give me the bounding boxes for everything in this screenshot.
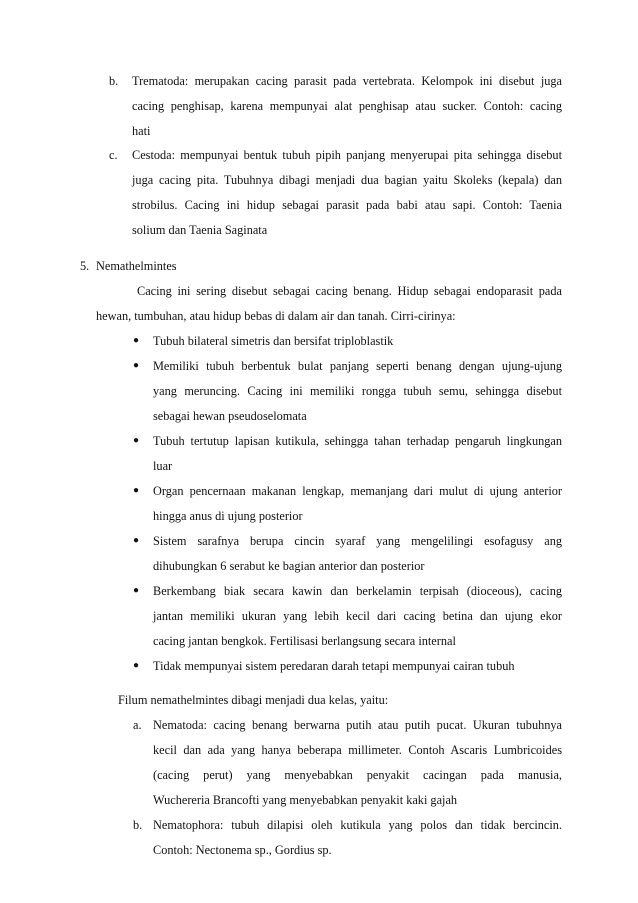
- list-marker: b.: [109, 74, 119, 88]
- bullet-icon: ●: [133, 435, 140, 446]
- bullet-icon: ●: [133, 335, 140, 346]
- class-line: Nematophora: tubuh dilapisi oleh kutikula yang polos dan tidak bercincin.: [153, 818, 562, 832]
- bullet-line: cacing jantan bengkok. Fertilisasi berlangsung secara internal: [153, 634, 456, 648]
- list-item-line: cacing penghisap, karena mempunyai alat penghisap atau sucker. Contoh: cacing: [132, 99, 562, 113]
- list-item-line: Trematoda: merupakan cacing parasit pada vertebrata. Kelompok ini disebut juga: [132, 74, 562, 88]
- bullet-icon: ●: [133, 360, 140, 371]
- list-item-line: Cestoda: mempunyai bentuk tubuh pipih panjang menyerupai pita sehingga disebut: [132, 148, 562, 162]
- class-line: Wuchereria Brancofti yang menyebabkan penyakit kaki gajah: [153, 793, 458, 807]
- bullet-icon: ●: [133, 585, 140, 596]
- bullet-line: Tubuh tertutup lapisan kutikula, sehingga tahan terhadap pengaruh lingkungan: [153, 434, 562, 448]
- bullet-icon: ●: [133, 660, 140, 671]
- list-marker: b.: [133, 818, 143, 832]
- bullet-line: Memiliki tubuh berbentuk bulat panjang seperti benang dengan ujung-ujung: [153, 359, 562, 373]
- bullet-line: Sistem sarafnya berupa cincin syaraf yang mengelilingi esofagusy ang: [153, 534, 562, 548]
- section-number: 5.: [80, 259, 90, 273]
- bullet-line: dihubungkan 6 serabut ke bagian anterior dan posterior: [153, 559, 425, 573]
- class-line: Contoh: Nectonema sp., Gordius sp.: [153, 843, 332, 857]
- bullet-line: Berkembang biak secara kawin dan berkelamin terpisah (dioceous), cacing: [153, 584, 562, 598]
- bullet-line: Organ pencernaan makanan lengkap, memanjang dari mulut di ujung anterior: [153, 484, 562, 498]
- intro-line: hewan, tumbuhan, atau hidup bebas di dalam air dan tanah. Cirri-cirinya:: [96, 309, 456, 323]
- bullet-line: yang meruncing. Cacing ini memiliki rongga tubuh semu, sehingga disebut: [153, 384, 562, 398]
- bullet-line: hingga anus di ujung posterior: [153, 509, 303, 523]
- class-line: kecil dan ada yang hanya beberapa millimeter. Contoh Ascaris Lumbricoides: [153, 743, 562, 757]
- class-line: Nematoda: cacing benang berwarna putih atau putih pucat. Ukuran tubuhnya: [153, 718, 562, 732]
- list-marker: c.: [109, 148, 118, 162]
- section-title: Nemathelmintes: [96, 259, 177, 273]
- bullet-icon: ●: [133, 535, 140, 546]
- bullet-line: Tidak mempunyai sistem peredaran darah tetapi mempunyai cairan tubuh: [153, 659, 515, 673]
- list-item-line: juga cacing pita. Tubuhnya dibagi menjadi dua bagian yaitu Skoleks (kepala) dan: [132, 173, 562, 187]
- bullet-line: luar: [153, 459, 173, 473]
- list-item-line: hati: [132, 124, 151, 138]
- bullet-line: jantan memiliki ukuran yang lebih kecil dari cacing betina dan ujung ekor: [153, 609, 562, 623]
- list-item-line: solium dan Taenia Saginata: [132, 223, 268, 237]
- classes-intro: Filum nemathelmintes dibagi menjadi dua kelas, yaitu:: [118, 693, 389, 707]
- class-line: (cacing perut) yang menyebabkan penyakit cacingan pada manusia,: [153, 768, 562, 782]
- list-marker: a.: [133, 718, 142, 732]
- bullet-icon: ●: [133, 485, 140, 496]
- list-item-line: strobilus. Cacing ini hidup sebagai parasit pada babi atau sapi. Contoh: Taenia: [132, 198, 562, 212]
- bullet-line: Tubuh bilateral simetris dan bersifat triploblastik: [153, 334, 394, 348]
- intro-line: Cacing ini sering disebut sebagai cacing benang. Hidup sebagai endoparasit pada: [137, 284, 562, 298]
- bullet-line: sebagai hewan pseudoselomata: [153, 409, 307, 423]
